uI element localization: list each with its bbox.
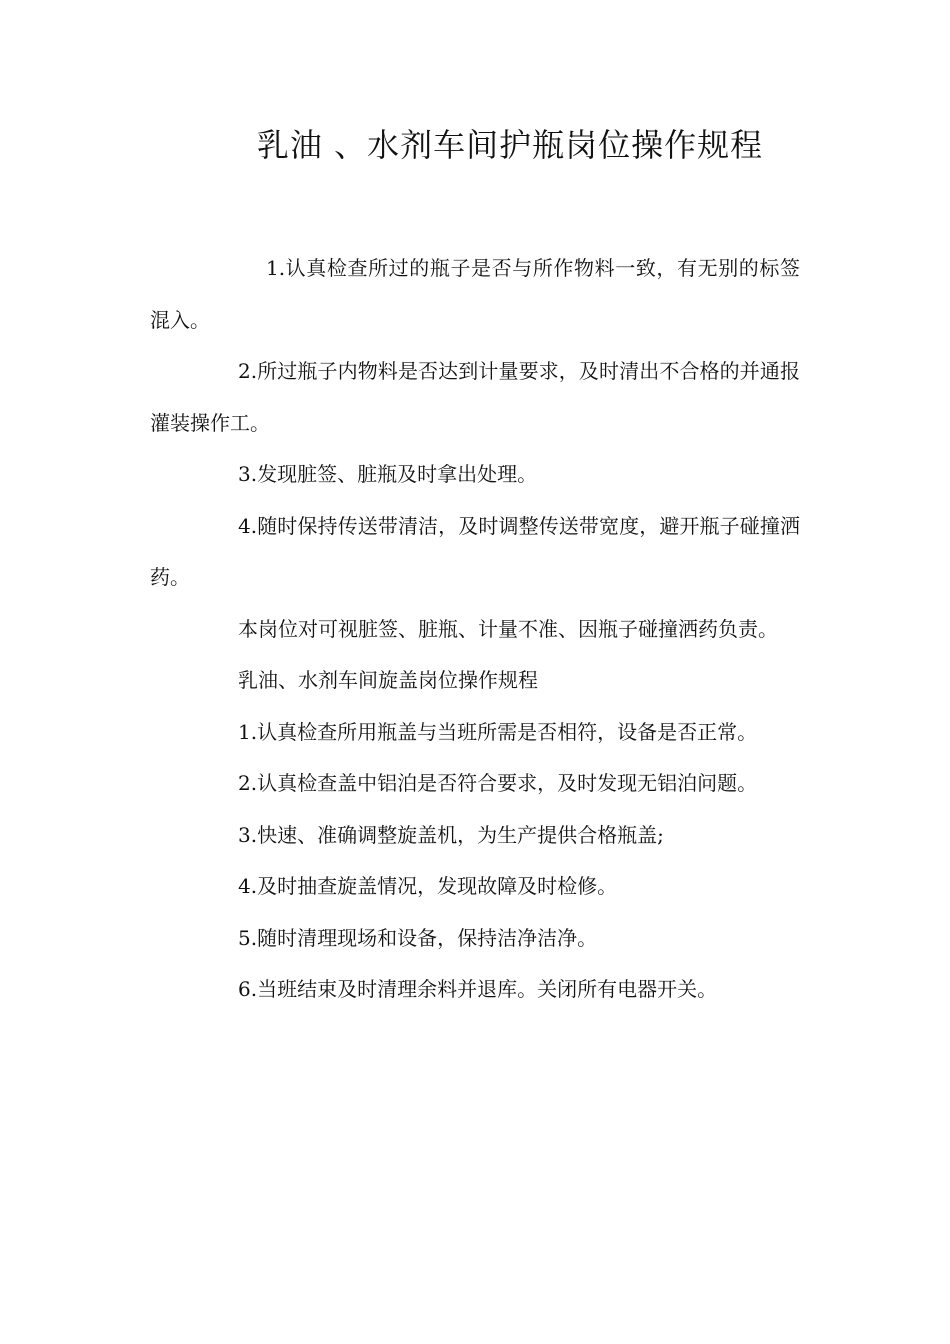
paragraph: 2.认真检查盖中铝泊是否符合要求，及时发现无铝泊问题。	[238, 771, 758, 795]
paragraph: 1.认真检查所用瓶盖与当班所需是否相符，设备是否正常。	[238, 719, 758, 744]
paragraph: 4.及时抽查旋盖情况，发现故障及时检修。	[238, 874, 618, 898]
section-heading: 乳油、水剂车间旋盖岗位操作规程	[238, 668, 538, 692]
paragraph: 5.随时清理现场和设备，保持洁净洁净。	[238, 925, 598, 950]
paragraph: 4.随时保持传送带清洁，及时调整传送带宽度，避开瓶子碰撞洒药。	[150, 513, 800, 589]
document-body	[150, 243, 800, 1016]
paragraph: 1.认真检查所过的瓶子是否与所作物料一致，有无别的标签混入。	[150, 256, 800, 332]
document-title: 乳油 、水剂车间护瓶岗位操作规程	[256, 126, 764, 164]
paragraph: 2.所过瓶子内物料是否达到计量要求，及时清出不合格的并通报灌装操作工。	[150, 359, 800, 435]
paragraph: 3.发现脏签、脏瓶及时拿出处理。	[238, 462, 538, 486]
paragraph: 本岗位对可视脏签、脏瓶、计量不准、因瓶子碰撞洒药负责。	[238, 616, 778, 641]
paragraph: 6.当班结束及时清理余料并退库。关闭所有电器开关。	[238, 977, 718, 1001]
paragraph: 3.快速、准确调整旋盖机，为生产提供合格瓶盖;	[238, 822, 664, 847]
